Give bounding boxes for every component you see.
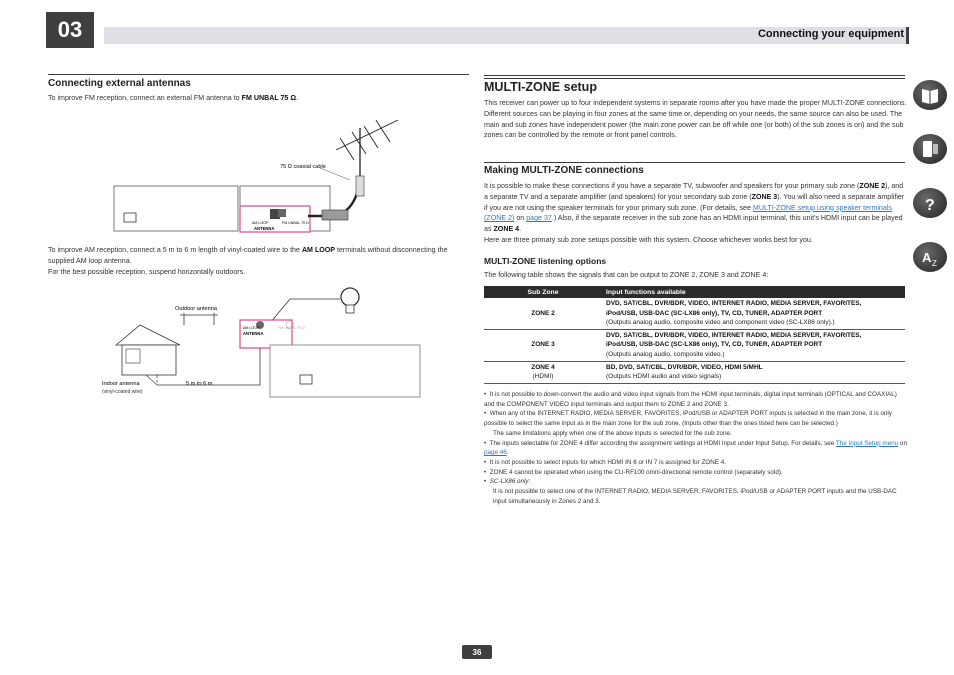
house-roof-icon bbox=[116, 325, 180, 345]
multizone-title: MULTI-ZONE setup bbox=[484, 80, 597, 94]
section-title: Connecting your equipment bbox=[757, 28, 904, 40]
listen-paragraph: The following table shows the signals that can be output to ZONE 2, ZONE 3 and ZONE 4: bbox=[484, 271, 769, 279]
socket-icon bbox=[124, 213, 136, 222]
faq-icon[interactable] bbox=[913, 242, 947, 272]
col-sub-zone: Sub Zone bbox=[484, 286, 602, 298]
am-loop-label: AM LOOP bbox=[243, 326, 260, 330]
remote-settings-icon[interactable] bbox=[913, 134, 947, 164]
antenna-label: ANTENNA bbox=[243, 331, 264, 336]
speaker-terminals-link[interactable]: MULTI-ZONE setup using speaker terminals (ZONE 2) bbox=[484, 203, 892, 223]
page-46-link[interactable]: page 46 bbox=[484, 449, 507, 457]
zone-cell: ZONE 3 bbox=[484, 329, 602, 361]
section-rule-top bbox=[484, 75, 905, 76]
svg-text:A: A bbox=[922, 250, 932, 265]
fm-antenna-diagram bbox=[110, 120, 410, 240]
multizone-intro: This receiver can power up to four independent systems in separate rooms after you have made the proper MULTI-ZONE connections. Different sources can be playing in four zones at the same time or, depending on your needs, the same source can also be used. The main and sub zones have independent power (the main zone power can be off while one (or both) of the sub zones is on) and the sub zones can be controlled by the remote or front panel controls. bbox=[484, 99, 907, 140]
window-icon bbox=[126, 349, 140, 363]
header-end-mark bbox=[906, 27, 909, 44]
zone-cell: ZONE 4 (HDMI) bbox=[484, 361, 602, 383]
note-item: • ZONE 4 cannot be operated when using the CU-RF100 omni-directional remote control (separately sold). bbox=[484, 468, 783, 476]
loop-antenna-icon bbox=[341, 288, 359, 306]
note-subitem: The same limitations apply when one of the above inputs is selected for the sub zone. bbox=[493, 429, 732, 437]
note-item: • SC-LX86 only: bbox=[484, 478, 531, 486]
am-loop-terminal bbox=[278, 209, 286, 217]
indoor-antenna-label: Indoor antenna bbox=[102, 381, 140, 387]
notes-list bbox=[484, 390, 908, 506]
note-item: • It is not possible to down-convert the audio and video input signals from the HDMI input terminals, digital input terminals (OPTICAL and COAXIAL) and the COMPONENT VIDEO input terminals and output them to ZONE 2 and ZONE 3. bbox=[484, 391, 897, 408]
matching-transformer bbox=[356, 176, 364, 196]
loop-antenna-stand bbox=[346, 305, 354, 313]
antennas-heading: Connecting external antennas bbox=[48, 78, 191, 89]
svg-text:Z: Z bbox=[932, 259, 937, 268]
table-row bbox=[484, 361, 905, 383]
socket-icon bbox=[300, 375, 312, 384]
page-37-link[interactable]: page 37 bbox=[526, 214, 552, 223]
am-paragraph: To improve AM reception, connect a 5 m to 6 m length of vinyl-coated wire to the AM LOOP terminals without disconnecting the supplied AM loop antenna. For the best possible reception, suspend horizontally outdoors. bbox=[48, 246, 448, 276]
functions-cell: BD, DVD, SAT/CBL, DVR/BDR, VIDEO, HDMI 5/MHL (Outputs HDMI audio and video signals) bbox=[602, 361, 905, 383]
note-item: • It is not possible to select inputs for which HDMI IN 6 or IN 7 is assigned for ZONE 4. bbox=[484, 458, 726, 466]
note-item: • The inputs selectable for ZONE 4 differ according the assignment settings at HDMI Input under Input Setup. For details, see The Input Setup menu on page 46. bbox=[484, 439, 907, 457]
receiver-panel bbox=[270, 345, 420, 397]
section-rule bbox=[48, 74, 469, 75]
page-number: 36 bbox=[462, 645, 492, 659]
table-row bbox=[484, 298, 905, 329]
fm-paragraph: To improve FM reception, connect an external FM antenna to FM UNBAL 75 Ω. bbox=[48, 94, 299, 102]
zone-cell: ZONE 2 bbox=[484, 298, 602, 329]
subsection-rule bbox=[484, 162, 905, 163]
note-item: • When any of the INTERNET RADIO, MEDIA SERVER, FAVORITES, iPod/USB or ADAPTER PORT inputs is selected in the main zone, it is only possible to select the same input as in the main zone for the sub zone. (Inputs other than the ones listed here can be selected.) bbox=[484, 410, 892, 428]
section-rule-top-2 bbox=[484, 78, 905, 79]
coax-cable-label: 75 Ω coaxial cable bbox=[280, 164, 326, 170]
outdoor-antenna-label: Outdoor antenna bbox=[175, 306, 217, 312]
listen-heading: MULTI-ZONE listening options bbox=[484, 256, 607, 266]
zone-table bbox=[484, 286, 905, 384]
functions-cell: DVD, SAT/CBL, DVR/BDR, VIDEO, INTERNET RADIO, MEDIA SERVER, FAVORITES, iPod/USB, USB-DAC (SC-LX86 only), TV, CD, TUNER, ADAPTER PORT (Outputs analog audio, composite video and component video (SC-LX86 only).) bbox=[602, 298, 905, 329]
length-label: 5 m to 6 m bbox=[186, 381, 213, 387]
making-heading: Making MULTI-ZONE connections bbox=[484, 165, 644, 176]
plug-icon bbox=[322, 210, 348, 220]
book-icon[interactable] bbox=[913, 80, 947, 110]
fm-unbal-label: FM UNBAL 75 Ω bbox=[282, 221, 309, 225]
am-loop-label: AM LOOP bbox=[252, 221, 269, 225]
note-subitem: It is not possible to select one of the INTERNET RADIO, MEDIA SERVER, FAVORITES, iPod/USB or ADAPTER PORT inputs and the USB-DAC input simultaneously in Zones 2 and 3. bbox=[493, 488, 897, 505]
am-antenna-diagram bbox=[100, 285, 440, 405]
svg-text:?: ? bbox=[925, 197, 935, 214]
table-row bbox=[484, 329, 905, 361]
receiver-panel bbox=[114, 186, 238, 231]
making-paragraph: It is possible to make these connections if you have a separate TV, subwoofer and speakers for your primary sub zone (ZONE 2), and a separate TV and a separate amplifier (and speakers) for your secondary sub zone (ZONE 3). You will also need a separate amplifier if you are not using the speaker terminals for your primary sub zone. (For details, see MULTI-ZONE setup using speaker terminals (ZONE 2) on page 37.) Also, if the separate receiver in the sub zone has an HDMI input terminal, this unit's HDMI input can be played as ZONE 4. Here are three primary sub zone setups possible with this system. Choose whichever works best for you. bbox=[484, 182, 905, 244]
chapter-number: 03 bbox=[46, 12, 94, 48]
table-header-row bbox=[484, 286, 905, 298]
indoor-leader bbox=[146, 375, 157, 385]
input-setup-link[interactable]: The Input Setup menu bbox=[835, 439, 899, 447]
antenna-label: ANTENNA bbox=[254, 226, 275, 231]
functions-cell: DVD, SAT/CBL, DVR/BDR, VIDEO, INTERNET RADIO, MEDIA SERVER, FAVORITES, iPod/USB, USB-DAC (SC-LX86 only), TV, CD, TUNER, ADAPTER PORT (Outputs analog audio, composite video.) bbox=[602, 329, 905, 361]
question-icon[interactable] bbox=[913, 188, 947, 218]
indoor-antenna-sublabel: (vinyl-coated wire) bbox=[102, 389, 143, 395]
col-input-functions: Input functions available bbox=[602, 286, 905, 298]
fm-unbal-label: FM UNBAL 75 Ω bbox=[278, 326, 305, 330]
yagi-antenna-icon bbox=[336, 120, 398, 160]
